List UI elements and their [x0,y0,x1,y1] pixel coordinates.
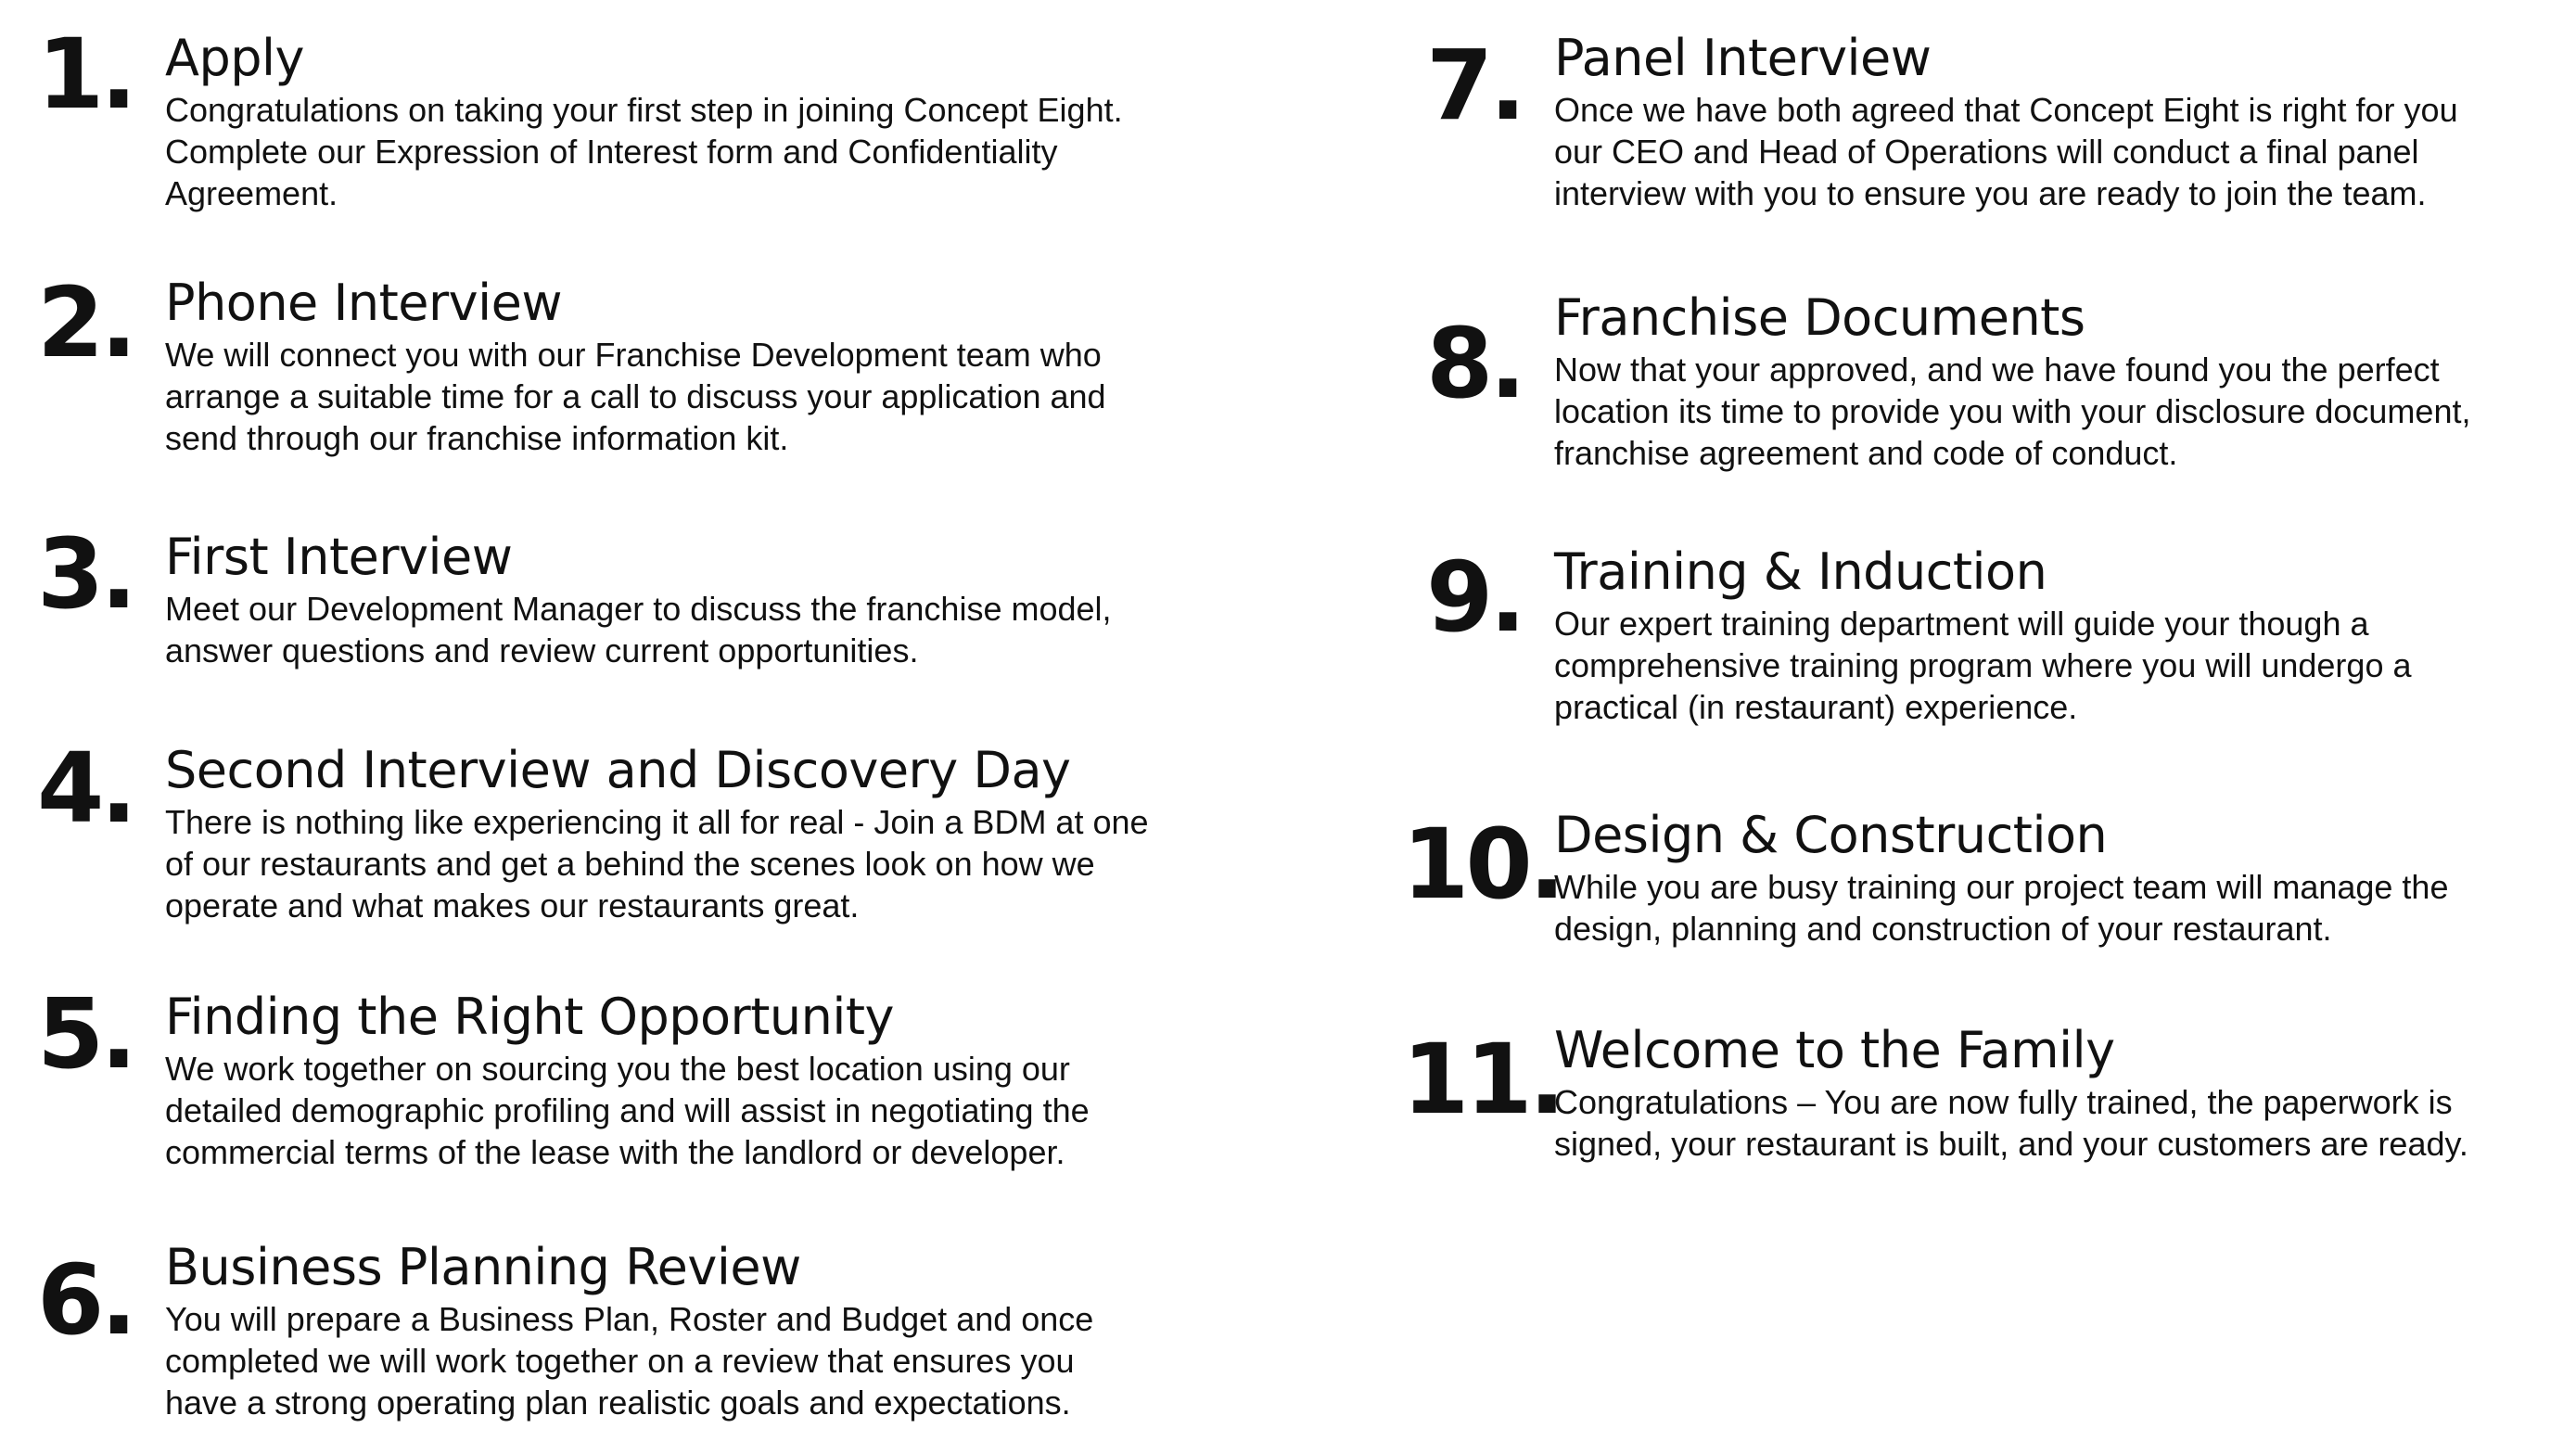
step-number: 7. [1426,29,1523,142]
step-number: 11. [1402,1023,1562,1136]
step-title: Design & Construction [1554,806,2108,864]
step-title: Training & Induction [1554,542,2047,601]
step-description: Meet our Development Manager to discuss the franchise model, answer questions and review current opportunities. [165,590,1112,669]
step-title: Phone Interview [165,274,563,332]
step-title: Franchise Documents [1554,288,2085,347]
step-number: 6. [37,1243,134,1357]
step-number: 4. [37,732,134,845]
step-title: Welcome to the Family [1554,1021,2115,1079]
step-description: We will connect you with our Franchise Development team who arrange a suitable time for a call to discuss your application and send through our franchise information kit. [165,336,1106,457]
step-description: We work together on sourcing you the best location using our detailed demographic profiling and will assist in negotiating the commercial terms of the lease with the landlord or developer. [165,1050,1090,1171]
step-number: 10. [1402,808,1562,921]
step-description: There is nothing like experiencing it all for real - Join a BDM at one of our restaurants and get a behind the scenes look on how we operate and what makes our restaurants great. [165,803,1149,925]
step-description: Once we have both agreed that Concept Eight is right for you our CEO and Head of Operations will conduct a final panel interview with you to ensure you are ready to join the team. [1554,91,2458,212]
step-title: First Interview [165,528,513,586]
step-title: Finding the Right Opportunity [165,988,895,1046]
step-description: Congratulations on taking your first step in joining Concept Eight. Complete our Expression of Interest form and Confidentiality Agreement. [165,91,1123,212]
step-number: 2. [37,266,134,379]
step-description: Now that your approved, and we have found you the perfect location its time to provide you with your disclosure document, franchise agreement and code of conduct. [1554,351,2471,472]
step-title: Business Planning Review [165,1238,801,1296]
step-description: Congratulations – You are now fully trained, the paperwork is signed, your restaurant is built, and your customers are ready. [1554,1083,2468,1163]
step-title: Panel Interview [1554,29,1932,87]
step-description: Our expert training department will guide your though a comprehensive training program where you will undergo a practical (in restaurant) experience. [1554,605,2412,726]
step-number: 8. [1426,307,1523,420]
step-number: 1. [37,18,134,131]
step-description: You will prepare a Business Plan, Roster and Budget and once completed we will work together on a review that ensures you have a strong operating plan realistic goals and expectations. [165,1300,1094,1422]
step-number: 3. [37,517,134,631]
step-number: 9. [1426,541,1523,654]
step-title: Second Interview and Discovery Day [165,741,1071,799]
step-description: While you are busy training our project team will manage the design, planning and construction of your restaurant. [1554,868,2449,948]
step-title: Apply [165,29,304,87]
step-number: 5. [37,977,134,1090]
